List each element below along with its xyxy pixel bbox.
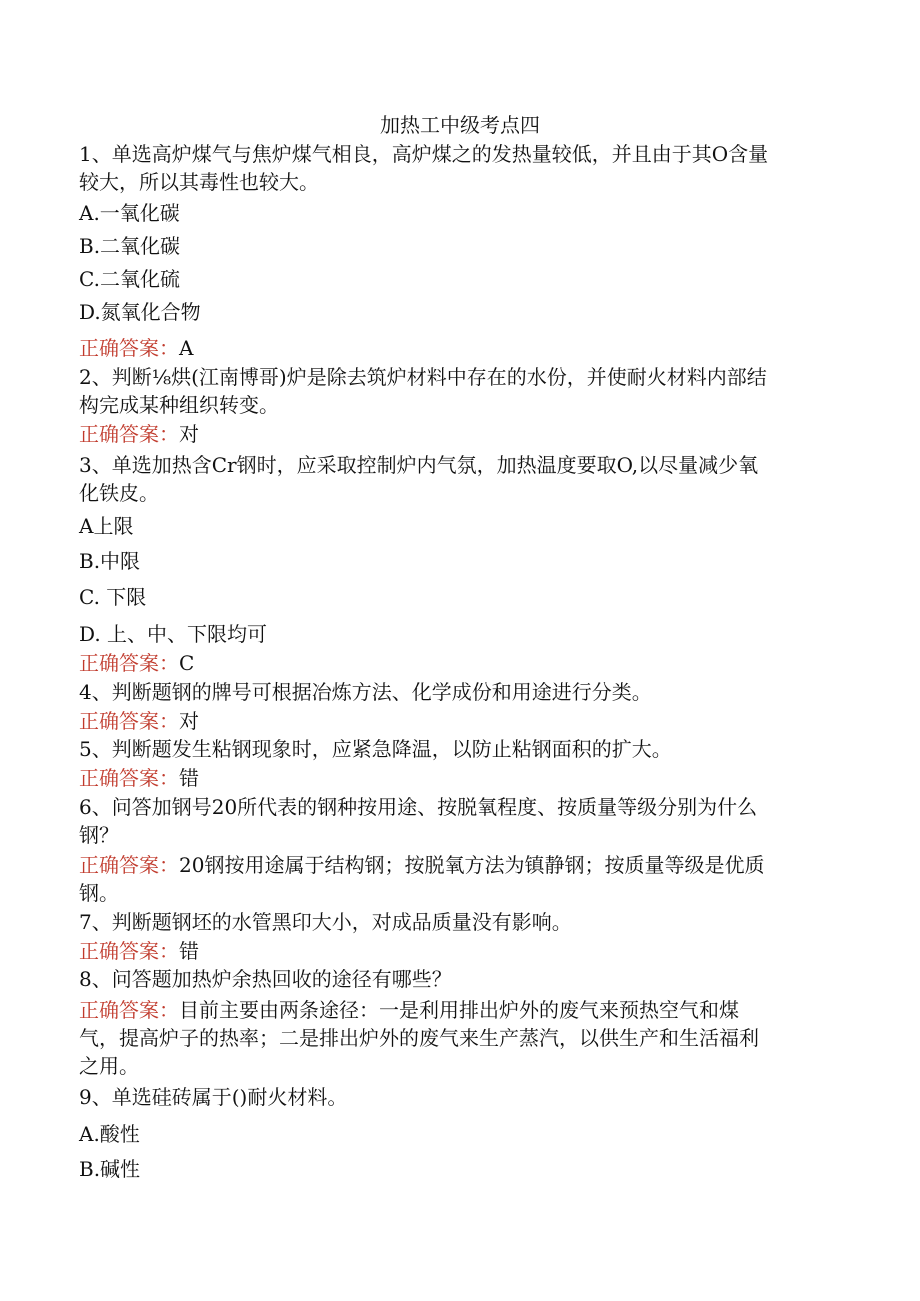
question-1-option-d: D.氮氧化合物 xyxy=(79,300,201,324)
question-1-option-a: A.一氧化碳 xyxy=(79,201,180,225)
question-1-option-b: B.二氧化碳 xyxy=(79,234,181,258)
answer-value: 20钢按用途属于结构钢；按脱氧方法为镇静钢；按质量等级是优质 xyxy=(179,853,765,877)
question-8-answer xyxy=(79,996,839,1024)
question-4-text-line-1: 4、判断题钢的牌号可根据冶炼方法、化学成份和用途进行分类。 xyxy=(79,680,652,704)
question-3-answer xyxy=(79,649,839,677)
question-6-text-line-1: 6、问答加钢号20所代表的钢种按用途、按脱氧程度、按质量等级分别为什么 xyxy=(79,795,758,819)
question-3-text-line-2: 化铁皮。 xyxy=(79,481,159,505)
question-6-answer-cont: 钢。 xyxy=(79,881,119,905)
question-8-answer-cont-2: 之用。 xyxy=(79,1054,139,1078)
question-5-answer xyxy=(79,764,839,792)
answer-value: 对 xyxy=(179,709,199,733)
question-7-text-line-1: 7、判断题钢坯的水管黑印大小，对成品质量没有影响。 xyxy=(79,910,572,934)
question-7-answer xyxy=(79,937,839,965)
question-1-text-line-2: 较大，所以其毒性也较大。 xyxy=(79,170,319,194)
question-8-answer-cont-1: 气，提高炉子的热率；二是排出炉外的废气来生产蒸汽，以供生产和生活福利 xyxy=(79,1026,759,1050)
question-4-answer xyxy=(79,707,839,735)
answer-label: 正确答案： xyxy=(79,853,179,877)
question-2-text-line-1: 2、判断⅛烘(江南博哥)炉是除去筑炉材料中存在的水份，并使耐火材料内部结 xyxy=(79,365,767,389)
question-3-option-a: A上限 xyxy=(79,514,134,538)
question-9-option-a: A.酸性 xyxy=(79,1122,140,1146)
answer-label: 正确答案： xyxy=(79,336,179,360)
answer-value: 目前主要由两条途径：一是利用排出炉外的废气来预热空气和煤 xyxy=(179,998,739,1022)
question-2-text-line-2: 构完成某种组织转变。 xyxy=(79,393,279,417)
question-1-text-line-1: 1、单选高炉煤气与焦炉煤气相良，高炉煤之的发热量较低，并且由于其O含量 xyxy=(79,142,769,166)
question-1-answer xyxy=(79,334,839,362)
question-6-answer xyxy=(79,851,839,879)
answer-value: 错 xyxy=(179,939,199,963)
question-9-option-b: B.碱性 xyxy=(79,1157,141,1181)
question-2-answer xyxy=(79,420,839,448)
question-8-text-line-1: 8、问答题加热炉余热回收的途径有哪些？ xyxy=(79,967,452,991)
question-9-text-line-1: 9、单选硅砖属于()耐火材料。 xyxy=(79,1085,348,1109)
question-5-text-line-1: 5、判断题发生粘钢现象时，应紧急降温，以防止粘钢面积的扩大。 xyxy=(79,737,672,761)
answer-value: 错 xyxy=(179,766,199,790)
question-3-option-d: D. 上、中、下限均可 xyxy=(79,622,268,646)
answer-value: 对 xyxy=(179,422,199,446)
question-3-text-line-1: 3、单选加热含Cr钢时，应采取控制炉内气氛，加热温度要取O,以尽量减少氧 xyxy=(79,453,759,477)
answer-value: C xyxy=(179,651,195,675)
question-3-option-b: B.中限 xyxy=(79,549,141,573)
answer-label: 正确答案： xyxy=(79,422,179,446)
question-3-option-c: C. 下限 xyxy=(79,585,147,609)
answer-value: A xyxy=(179,336,194,360)
answer-label: 正确答案： xyxy=(79,709,179,733)
answer-label: 正确答案： xyxy=(79,766,179,790)
answer-label: 正确答案： xyxy=(79,998,179,1022)
document-title: 加热工中级考点四 xyxy=(380,113,540,137)
answer-label: 正确答案： xyxy=(79,939,179,963)
question-1-option-c: C.二氧化硫 xyxy=(79,267,180,291)
question-6-text-line-2: 钢？ xyxy=(79,823,119,847)
answer-label: 正确答案： xyxy=(79,651,179,675)
